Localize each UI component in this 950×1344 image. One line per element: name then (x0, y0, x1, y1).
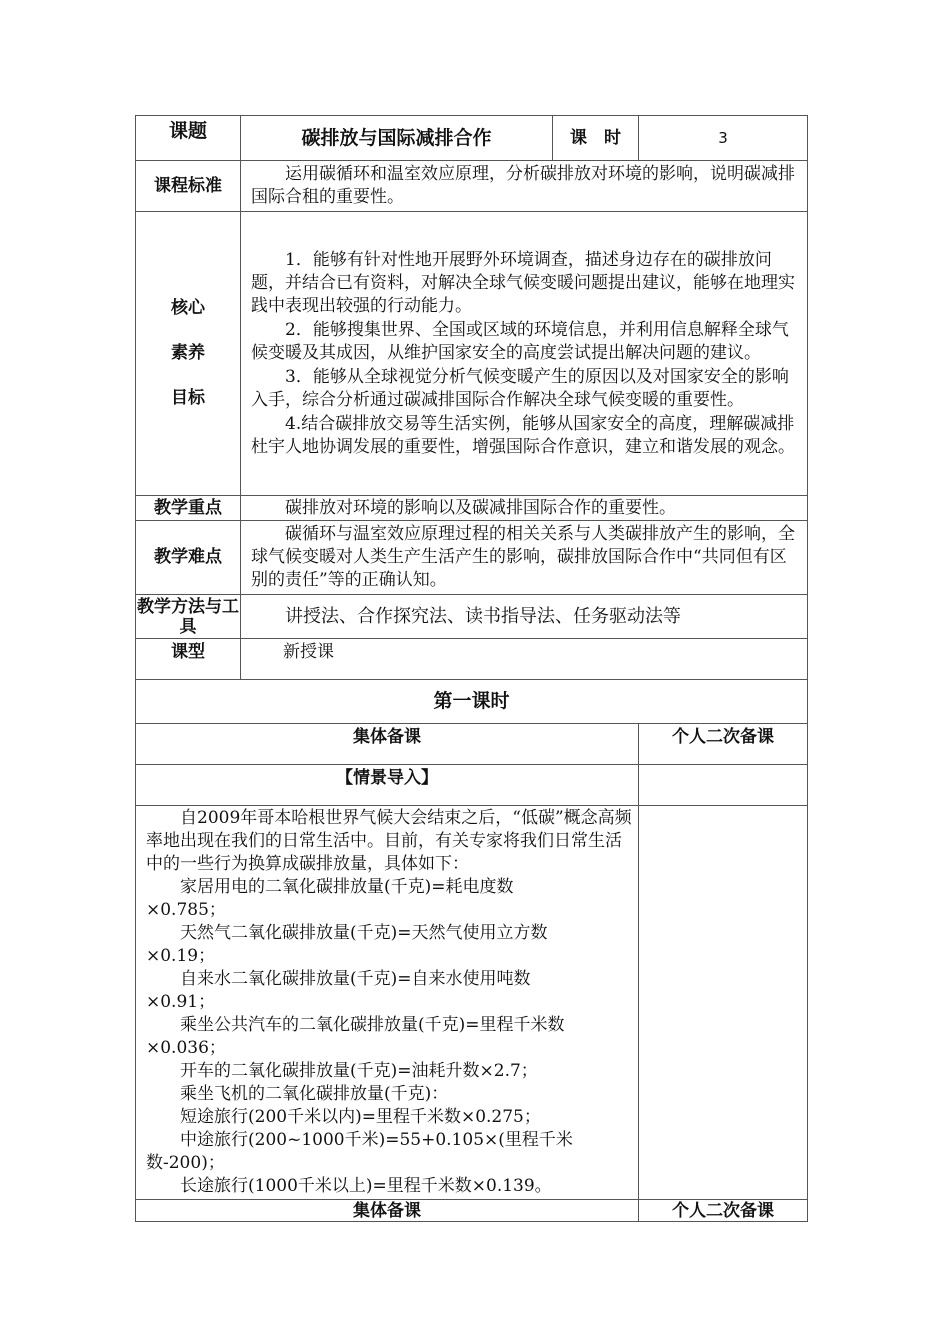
prep-header-row (136, 724, 808, 765)
formula-line: 数-200)； (146, 1153, 225, 1173)
core-item: 1．能够有针对性地开展野外环境调查，描述身边存在的碳排放问题，并结合已有资料，对解决全球气候变暖问题提出建议，能够在地理实践中表现出较强的行动能力。 (251, 249, 795, 316)
personal-prep-header: 个人二次备课 (639, 1200, 808, 1222)
core-label-line: 目标 (171, 388, 205, 408)
core-label (136, 212, 241, 496)
intro-content (136, 806, 639, 1200)
core-item: 4.结合碳排放交易等生活实例，能够从国家安全的高度，理解碳减排杜宇人地协调发展的重要性，增强国际合作意识，建立和谐发展的观念。 (251, 413, 795, 457)
formula-line: 乘坐公共汽车的二氧化碳排放量(千克)=里程千米数 (180, 1015, 565, 1035)
intro-header-row (136, 765, 808, 806)
hours-value: 3 (639, 116, 808, 161)
method-label: 教学方法与工具 (137, 596, 239, 637)
difficulty-label: 教学难点 (136, 521, 241, 595)
personal-prep-cell (639, 806, 808, 1200)
formula-line: 长途旅行(1000千米以上)=里程千米数×0.139。 (180, 1176, 552, 1196)
topic-label: 课题 (136, 116, 241, 161)
formula-line: 乘坐飞机的二氧化碳排放量(千克)： (180, 1084, 449, 1104)
difficulty-row (136, 521, 808, 595)
intro-content-row (136, 806, 808, 1200)
prep-header-row (136, 1200, 808, 1222)
core-item: 2．能够搜集世界、全国或区域的环境信息，并利用信息解释全球气候变暖及其成因，从维护国家安全的高度尝试提出解决问题的建议。 (251, 319, 789, 363)
hours-label: 课 时 (553, 116, 639, 161)
topic-row (136, 116, 808, 161)
formula-line: 家居用电的二氧化碳排放量(千克)=耗电度数 (180, 877, 514, 897)
standard-row (136, 161, 808, 212)
intro-paragraph: 自2009年哥本哈根世界气候大会结束之后，“低碳”概念高频率地出现在我们的日常生活中。目前，有关专家将我们日常生活中的一些行为换算成碳排放量，具体如下： (146, 808, 632, 874)
formula-line: 开车的二氧化碳排放量(千克)=油耗升数×2.7； (180, 1061, 538, 1081)
formula-line: 自来水二氧化碳排放量(千克)=自来水使用吨数 (180, 969, 531, 989)
period-row (136, 680, 808, 724)
key-point-text: 碳排放对环境的影响以及碳减排国际合作的重要性。 (285, 497, 676, 518)
lesson-type-label: 课型 (136, 639, 241, 680)
formula-line: ×0.19； (146, 946, 216, 966)
intro-label: 【情景导入】 (136, 765, 639, 806)
lesson-plan-table (135, 115, 808, 1222)
core-label-line: 素养 (171, 343, 205, 363)
formula-line: ×0.91； (146, 992, 216, 1012)
core-item: 3．能够从全球视觉分析气候变暖产生的原因以及对国家安全的影响入手，综合分析通过碳减排国际合作解决全球气候变暖的重要性。 (251, 366, 789, 410)
method-text: 讲授法、合作探究法、读书指导法、任务驱动法等 (285, 606, 681, 627)
lesson-type-text: 新授课 (283, 642, 334, 662)
formula-line: 中途旅行(200~1000千米)=55+0.105×(里程千米 (180, 1130, 573, 1150)
lesson-type-row (136, 639, 808, 680)
core-label-line: 核心 (171, 298, 205, 318)
collective-prep-header: 集体备课 (136, 1200, 639, 1222)
collective-prep-header: 集体备课 (136, 724, 639, 765)
first-period-title: 第一课时 (136, 680, 808, 724)
personal-prep-cell (639, 765, 808, 806)
lesson-plan (135, 115, 807, 1222)
standard-text: 运用碳循环和温室效应原理，分析碳排放对环境的影响，说明碳减排国际合租的重要性。 (251, 164, 795, 207)
key-point-row (136, 496, 808, 521)
method-row (136, 595, 808, 639)
formula-line: ×0.785； (146, 900, 226, 920)
formula-line: ×0.036； (146, 1038, 226, 1058)
personal-prep-header: 个人二次备课 (639, 724, 808, 765)
core-row (136, 212, 808, 496)
key-point-label: 教学重点 (136, 496, 241, 521)
formula-line: 短途旅行(200千米以内)=里程千米数×0.275； (180, 1107, 541, 1127)
topic-value: 碳排放与国际减排合作 (241, 116, 553, 161)
standard-label: 课程标准 (136, 161, 241, 212)
formula-line: 天然气二氧化碳排放量(千克)=天然气使用立方数 (180, 923, 548, 943)
difficulty-text: 碳循环与温室效应原理过程的相关关系与人类碳排放产生的影响，全球气候变暖对人类生产生活产生的影响，碳排放国际合作中“共同但有区别的责任”等的正确认知。 (251, 524, 795, 590)
